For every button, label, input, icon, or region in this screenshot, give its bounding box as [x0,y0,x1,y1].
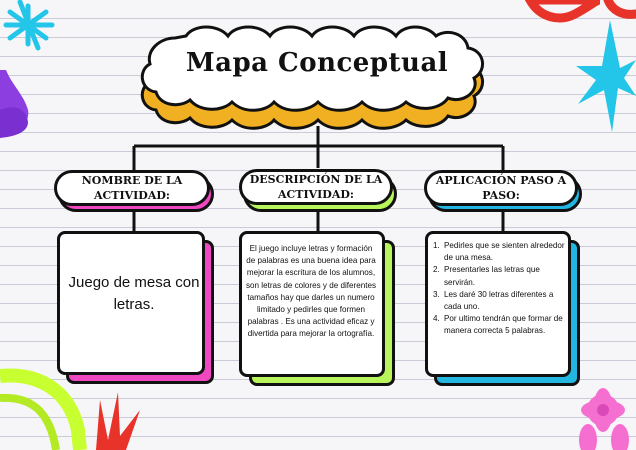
page-title: Mapa Conceptual [185,48,449,78]
step-item: 2. Presentarles las letras que servirán. [433,265,540,287]
activity-description-text: El juego incluye letras y formación de palabras es una buena idea para mejorar la escritura de los alumnos, son letras de colores y de diferentes tamaños hay que darles un numero limitado y pedirles que formen palabras . Es una actividad eficaz y divertida para mejorar la ortografía. [245,244,377,339]
heading-nombre: NOMBRE DE LA ACTIVIDAD: [54,170,210,206]
heading-aplicacion: APLICACIÓN PASO A PASO: [424,170,578,206]
step-item: 3. Les daré 30 letras diferentes a cada uno. [433,289,554,312]
steps-list [433,240,569,338]
heading-descripcion: DESCRIPCIÓN DE LA ACTIVIDAD: [239,169,393,205]
step-item: 4. Por ultimo tendrán que formar de manera correcta 5 palabras. [433,314,563,336]
step-item: 1. Pedirles que se sienten alrededor de una mesa. [433,241,565,263]
activity-name-text: Juego de mesa con letras. [68,274,200,313]
